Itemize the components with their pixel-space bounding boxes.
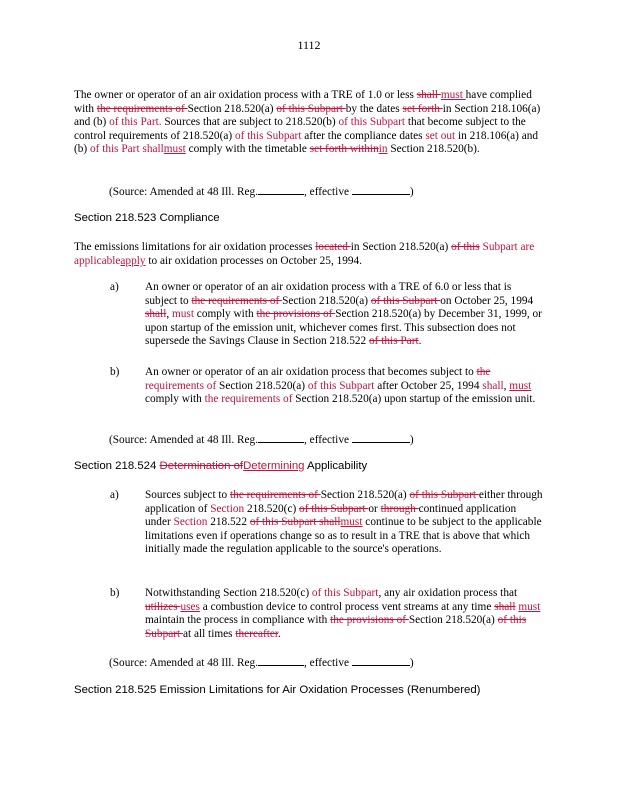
text-run: maintain the process in compliance with [145, 614, 331, 627]
text-run: continue to be subject to the applicable limitations even if operations change so as to result in a TRE that is above that which initially made the regulation applicable to the source's operations. [145, 516, 542, 556]
added-text: Section [210, 502, 245, 515]
deleted-text: of this Subpart shall [249, 516, 341, 529]
text-run: The owner or operator of an air oxidation process with a TRE of 1.0 or less [74, 89, 417, 101]
added-text: the requirements of [204, 393, 293, 406]
text-run: or [368, 502, 381, 515]
text-run: An owner or operator of an air oxidation process that becomes subject to [145, 366, 477, 378]
deleted-text: the provisions of [330, 614, 409, 627]
source-note-3 [109, 655, 414, 671]
reg-blank [258, 655, 304, 666]
added-text: of this Part [90, 143, 140, 156]
added-text: shall [482, 379, 504, 392]
deleted-text: of this Subpart [145, 614, 527, 640]
deleted-text: the [476, 366, 491, 378]
text-run: 218.520(c) [244, 502, 300, 515]
inserted-text: in [378, 143, 388, 156]
deleted-text: shall [494, 600, 516, 613]
text-run: Section 218.520(a) [320, 489, 410, 501]
text-run: a combustion device to control process vent streams at any time [199, 600, 495, 613]
effective-label: , effective [304, 657, 349, 669]
text-run: in 218.106(a) and (b) [74, 129, 539, 156]
text-run: Section 218.520(a) upon startup of the emission unit. [292, 393, 536, 406]
text-run: after October 25, 1994 [374, 379, 483, 392]
inserted-text: uses [180, 600, 200, 613]
added-text: of this Subpart [311, 587, 379, 599]
added-text: of this Subpart [338, 116, 406, 129]
text-run: that become subject to the control requirements of 218.520(a) [74, 116, 526, 142]
text-run: , [503, 379, 510, 392]
added-text: set out [425, 129, 456, 142]
closing-paren: ) [409, 434, 414, 446]
text-run: 218.522 [207, 516, 250, 529]
added-text: must [172, 308, 194, 321]
page-number: 1112 [297, 38, 321, 52]
text-run: at all times [182, 627, 236, 640]
deleted-text: thereafter [235, 627, 279, 640]
closing-paren: ) [409, 186, 414, 198]
source-note-2 [109, 432, 414, 448]
deleted-text: of this Subpart [409, 489, 479, 501]
deleted-text: of this Part [369, 335, 419, 348]
text-run: Notwithstanding Section 218.520(c) [145, 587, 312, 599]
inserted-text: must [163, 143, 186, 156]
effective-blank [352, 432, 410, 443]
deleted-text: Determination of [159, 460, 244, 472]
deleted-text: shall [416, 89, 441, 101]
item-label: a) [110, 281, 119, 293]
deleted-text: set forth [402, 102, 443, 115]
text-run: Section 218.520(a) [216, 379, 308, 392]
item-text [145, 489, 544, 557]
inserted-text: must [340, 516, 363, 529]
deleted-text: the provisions of [256, 308, 336, 321]
effective-label: , effective [304, 434, 349, 446]
text-run: . [278, 627, 281, 640]
inserted-text: must [518, 600, 541, 613]
inserted-text: Determining [243, 460, 305, 472]
item-label: a) [110, 489, 119, 501]
text-run: Section 218.520(b). [387, 143, 480, 156]
effective-blank [352, 184, 410, 195]
deleted-text: shall [145, 308, 167, 321]
section-523-intro [74, 241, 544, 268]
deleted-text: the requirements of [96, 102, 188, 115]
section-523-heading: Section 218.523 Compliance [74, 212, 220, 224]
deleted-text: through [380, 502, 419, 515]
source-note-1 [109, 184, 414, 200]
closing-paren: ) [409, 657, 414, 669]
text-run: on October 25, 1994 [440, 294, 534, 307]
text-run: Section 218.520(a) by December 31, 1999, or upon startup of the emission unit, whichever comes first. This subsection does not supersede the Savings Clause in Section 218.522 [145, 308, 542, 348]
text-run: , any air oxidation process that [378, 587, 518, 599]
reg-blank [258, 432, 304, 443]
added-text: of this Subpart [234, 129, 302, 142]
text-run: The emissions limitations for air oxidation processes [74, 241, 316, 253]
section-524-heading [74, 460, 367, 474]
item-text [145, 281, 544, 349]
text-run: either through application of [145, 489, 543, 515]
inserted-text: must [509, 379, 532, 392]
deleted-text: located [315, 241, 351, 253]
deleted-text: of this Subpart [299, 502, 369, 515]
deleted-text: set forth within [309, 143, 379, 156]
deleted-text: of this Subpart [276, 102, 346, 115]
item-label: b) [110, 587, 120, 599]
deleted-text: of this Subpart [370, 294, 441, 307]
text-run: Section 218.524 [74, 460, 160, 472]
deleted-text: of this [451, 241, 480, 253]
effective-label: , effective [304, 186, 349, 198]
source-label: (Source: Amended at 48 Ill. Reg. [109, 434, 259, 446]
text-run: in Section 218.520(a) [350, 241, 452, 253]
item-text [145, 366, 544, 407]
text-run: Sources that are subject to 218.520(b) [161, 116, 339, 129]
item-label: b) [110, 366, 120, 378]
text-run: An owner or operator of an air oxidation process with a TRE of 6.0 or less that is subject to [145, 281, 512, 307]
text-run: Section 218.520(a) [282, 294, 371, 307]
deleted-text: the requirements of [191, 294, 283, 307]
source-label: (Source: Amended at 48 Ill. Reg. [109, 186, 259, 198]
text-run: Section 218.520(a) [408, 614, 498, 627]
text-run: to air oxidation processes on October 25, 1994. [145, 254, 363, 267]
item-text [145, 587, 544, 641]
inserted-text: apply [120, 254, 146, 267]
added-text: Section [173, 516, 208, 529]
reg-blank [258, 184, 304, 195]
text-run: . [418, 335, 422, 348]
effective-blank [352, 655, 410, 666]
text-run: continued application under [145, 502, 517, 529]
added-text: Subpart are applicable [74, 241, 535, 267]
text-run: Sources subject to [145, 489, 231, 501]
added-text: shall [142, 143, 164, 156]
source-label: (Source: Amended at 48 Ill. Reg. [109, 657, 259, 669]
section-525-heading: Section 218.525 Emission Limitations for Air Oxidation Processes (Renumbered) [74, 684, 481, 696]
text-run: comply with [193, 308, 257, 321]
text-run: by the dates [345, 102, 403, 115]
text-run: , [166, 308, 172, 321]
text-run: Section 218.520(a) [187, 102, 277, 115]
inserted-text: must [440, 89, 466, 101]
text-run: have complied with [74, 89, 532, 115]
added-text: of this Subpart [307, 379, 375, 392]
text-run: in Section 218.106(a) and (b) [74, 102, 541, 129]
added-text: of this Part. [109, 116, 162, 129]
text-run: comply with [145, 393, 205, 406]
added-text: requirements of [145, 379, 217, 392]
text-run: Applicability [304, 460, 368, 472]
deleted-text: utilizes [145, 600, 181, 613]
deleted-text: the requirements of [230, 489, 321, 501]
intro-paragraph [74, 89, 544, 157]
text-run: after the compliance dates [301, 129, 426, 142]
text-run: comply with the timetable [185, 143, 310, 156]
